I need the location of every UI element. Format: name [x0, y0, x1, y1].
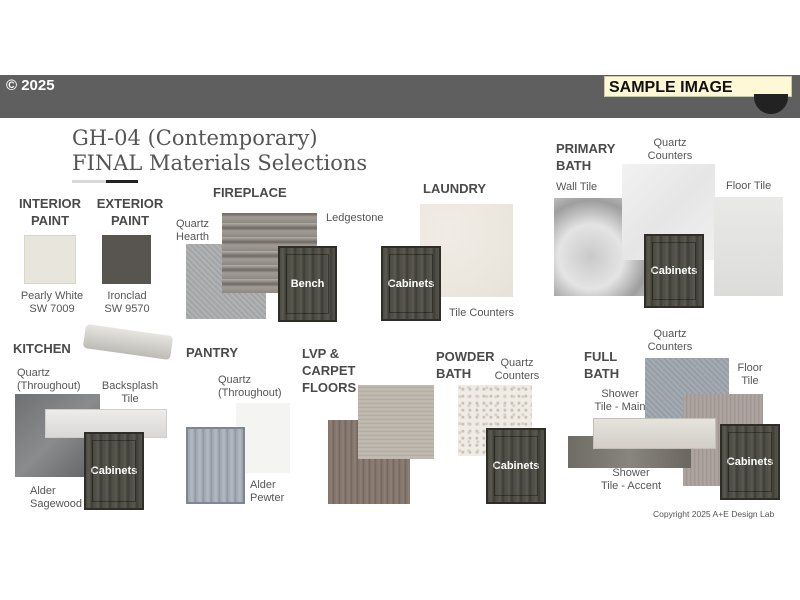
laundry-cabinets-swatch: Cabinets [381, 246, 441, 321]
pantry-quartz-label-line2: (Throughout) [218, 387, 282, 399]
fireplace-hearth-label-line1: Quartz [176, 218, 210, 230]
interior-paint-name: Pearly White [20, 290, 84, 302]
full-bath-floor-tile-label-line2: Tile [741, 375, 759, 387]
primary-bath-cabinets-swatch: Cabinets [644, 234, 704, 308]
full-bath-heading-line1: FULL [584, 349, 618, 364]
fireplace-hearth-label-line2: Hearth [176, 231, 210, 243]
laundry-tile-counters-label: Tile Counters [449, 307, 515, 319]
page-title-line2: FINAL Materials Selections [72, 151, 368, 175]
laundry-heading: LAUNDRY [423, 181, 487, 196]
title-divider-light [72, 180, 106, 183]
powder-bath-cabinets-swatch: Cabinets [486, 428, 546, 504]
kitchen-quartz-label-line1: Quartz [17, 367, 51, 379]
interior-paint-code: SW 7009 [29, 303, 75, 315]
kitchen-alder-label-line1: Alder [30, 485, 56, 497]
pantry-quartz-label-line1: Quartz [218, 374, 252, 386]
fireplace-hearth-label [176, 218, 209, 244]
interior-paint-swatch [24, 235, 76, 284]
powder-bath-quartz-label-line2: Counters [494, 370, 540, 382]
header-copyright: © 2025 [6, 77, 55, 94]
full-bath-shower-main-label-line1: Shower [601, 388, 639, 400]
floors-heading-line1: LVP & [302, 346, 340, 361]
full-bath-heading-line2: BATH [584, 366, 620, 381]
kitchen-backsplash-label [100, 380, 160, 406]
primary-bath-quartz-label-line1: Quartz [653, 137, 687, 149]
exterior-paint-heading [94, 195, 166, 229]
exterior-paint-label [92, 290, 162, 316]
floors-heading-line2: CARPET [302, 363, 356, 378]
floors-heading-line3: FLOORS [302, 380, 357, 395]
exterior-paint-swatch [102, 235, 151, 284]
full-bath-shower-accent-label-line2: Tile - Accent [600, 480, 662, 492]
full-bath-quartz-label-line2: Counters [647, 341, 693, 353]
kitchen-quartz-label [17, 367, 81, 393]
sample-image-label: SAMPLE IMAGE [604, 76, 792, 97]
exterior-paint-heading-line1: EXTERIOR [96, 196, 164, 211]
powder-bath-heading [436, 348, 495, 382]
floors-heading [302, 345, 356, 396]
pantry-quartz-label [218, 374, 282, 400]
full-bath-quartz-label [640, 328, 700, 354]
fireplace-bench-swatch: Bench [278, 246, 337, 322]
pantry-alder-label [250, 479, 284, 505]
primary-bath-quartz-label [640, 137, 700, 163]
full-bath-quartz-label-line1: Quartz [653, 328, 687, 340]
kitchen-backsplash-label-line2: Tile [121, 393, 139, 405]
pantry-alder-label-line2: Pewter [250, 492, 285, 504]
powder-bath-heading-line1: POWDER [436, 349, 495, 364]
full-bath-shower-accent-label-line1: Shower [612, 467, 650, 479]
footer-copyright: Copyright 2025 A+E Design Lab [653, 509, 775, 519]
full-bath-floor-tile-label [730, 362, 770, 388]
kitchen-quartz-label-line2: (Throughout) [17, 380, 81, 392]
kitchen-cabinets-swatch: Cabinets [84, 432, 144, 510]
fireplace-heading: FIREPLACE [213, 185, 287, 200]
kitchen-heading: KITCHEN [13, 341, 71, 356]
powder-bath-quartz-label [490, 357, 544, 383]
full-bath-heading [584, 348, 619, 382]
primary-bath-heading-line2: BATH [556, 158, 592, 173]
powder-bath-heading-line2: BATH [436, 366, 472, 381]
full-bath-shower-main-label-line2: Tile - Main [594, 401, 646, 413]
primary-bath-heading-line1: PRIMARY [556, 141, 616, 156]
floors-carpet-swatch [358, 385, 434, 459]
full-bath-shower-accent-label [596, 467, 666, 493]
primary-bath-floor-tile-label: Floor Tile [726, 180, 772, 192]
primary-bath-quartz-label-line2: Counters [647, 150, 693, 162]
primary-bath-floor-tile-swatch [714, 197, 783, 296]
full-bath-floor-tile-label-line1: Floor [737, 362, 763, 374]
exterior-paint-code: SW 9570 [104, 303, 150, 315]
exterior-paint-name: Ironclad [107, 290, 147, 302]
powder-bath-quartz-label-line1: Quartz [500, 357, 534, 369]
kitchen-alder-label-line2: Sagewood [30, 498, 82, 510]
interior-paint-label [14, 290, 90, 316]
primary-bath-heading [556, 140, 615, 174]
interior-paint-heading [14, 195, 86, 229]
full-bath-shower-main-swatch [593, 418, 716, 449]
pantry-heading: PANTRY [186, 345, 238, 360]
exterior-paint-heading-line2: PAINT [110, 213, 150, 228]
title-divider-dark [106, 180, 138, 183]
primary-bath-wall-tile-label: Wall Tile [556, 181, 598, 193]
interior-paint-heading-line2: PAINT [30, 213, 70, 228]
full-bath-cabinets-swatch: Cabinets [720, 424, 780, 500]
interior-paint-heading-line1: INTERIOR [18, 196, 82, 211]
pantry-cabinet-swatch [186, 427, 245, 504]
page-title-line1: GH-04 (Contemporary) [72, 126, 318, 150]
kitchen-cabinet-pull-icon [83, 324, 173, 360]
kitchen-backsplash-label-line1: Backsplash [101, 380, 159, 392]
kitchen-alder-label [30, 485, 82, 511]
pantry-alder-label-line1: Alder [250, 479, 276, 491]
fireplace-ledgestone-label: Ledgestone [326, 212, 384, 224]
full-bath-shower-main-label [588, 388, 652, 414]
